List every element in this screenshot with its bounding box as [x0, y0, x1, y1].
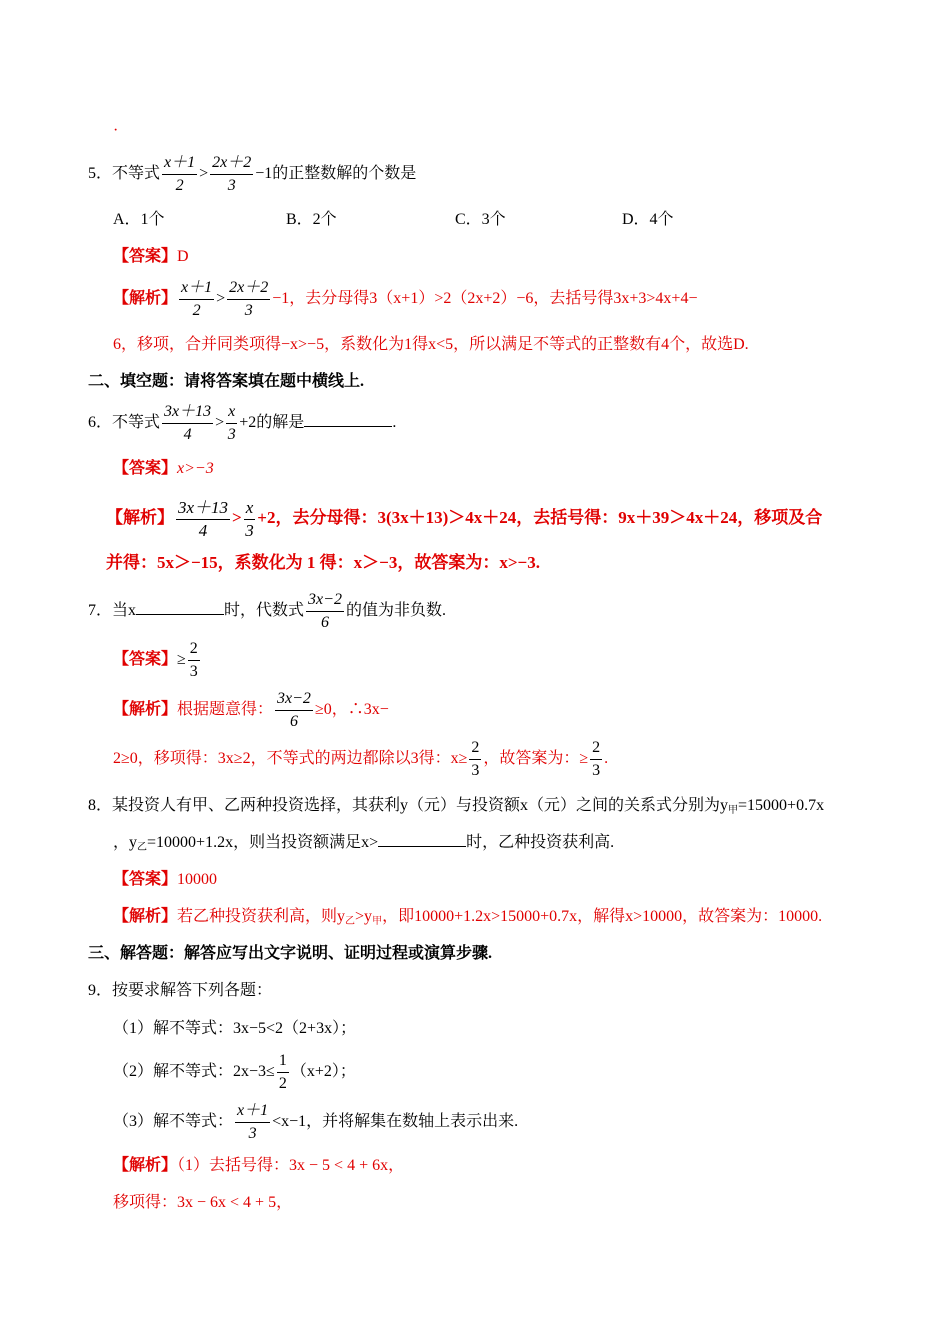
- denominator: 3: [248, 1124, 257, 1142]
- question-text: 时，代数式: [224, 602, 305, 619]
- analysis-6-line1: [106, 496, 822, 541]
- question-text: −1的正整数解的个数是: [255, 165, 417, 182]
- question-text: ，y: [113, 834, 138, 851]
- numerator: x: [226, 402, 237, 424]
- analysis-text: −1，去分母得3（x+1）>2（2x+2）−6，去括号得3x+3>4x+4−: [272, 290, 698, 307]
- analysis-label: 【解析】: [106, 508, 174, 527]
- question-7: [88, 589, 446, 633]
- numerator: x＋1: [162, 153, 197, 175]
- numerator: 3x−2: [306, 590, 344, 612]
- numerator: 3x−2: [275, 689, 313, 711]
- analysis-9-line1: [113, 1155, 404, 1177]
- fraction: [306, 590, 344, 633]
- numerator: 2x＋2: [210, 153, 253, 175]
- answer-5: [113, 246, 189, 268]
- denominator: 3: [471, 761, 480, 779]
- denominator: 3: [244, 301, 253, 319]
- analysis-label: 【解析】: [113, 1157, 178, 1174]
- answer-7: [113, 638, 202, 682]
- analysis-text: +2，去分母得：3(3x＋13)＞4x＋24，去括号得：9x＋39＞4x＋24，移项及合: [257, 508, 823, 527]
- question-text: =15000+0.7x: [738, 797, 825, 814]
- question-number: 8．: [88, 797, 113, 814]
- question-9-part1: （1）解不等式：3x−5<2（2+3x）；: [113, 1020, 357, 1037]
- fraction: [176, 498, 230, 541]
- answer-6: [113, 458, 214, 480]
- question-text: 不等式: [112, 165, 161, 182]
- option-a: A．1个: [113, 211, 165, 228]
- question-number: 7．: [88, 602, 113, 619]
- answer-value: 10000: [177, 871, 218, 888]
- denominator: 6: [289, 712, 298, 730]
- analysis-label: 【解析】: [113, 908, 178, 925]
- operator: >: [215, 414, 225, 431]
- fraction: [210, 153, 253, 196]
- fraction: [277, 1051, 289, 1094]
- question-text: 时，乙种投资获利高.: [466, 834, 615, 851]
- stray-dot: ·: [113, 122, 119, 139]
- denominator: 3: [189, 662, 198, 680]
- question-6: [88, 401, 396, 445]
- fraction: [235, 1101, 270, 1144]
- option-c: C．3个: [455, 211, 506, 228]
- answer-label: 【答案】: [113, 460, 178, 477]
- numerator: 2: [590, 738, 602, 760]
- denominator: 3: [227, 176, 236, 194]
- analysis-text: .: [604, 750, 609, 767]
- answer-value: ≥: [177, 651, 186, 668]
- denominator: 2: [278, 1074, 287, 1092]
- fraction: [162, 153, 197, 196]
- question-text: =10000+1.2x，则当投资额满足x>: [147, 834, 379, 851]
- question-number: 9．: [88, 982, 113, 999]
- question-text: （3）解不等式：: [113, 1113, 234, 1130]
- question-number: 6．: [88, 414, 113, 431]
- analysis-label: 【解析】: [113, 701, 178, 718]
- numerator: 3x＋13: [162, 402, 213, 424]
- numerator: x＋1: [179, 278, 214, 300]
- question-text: （x+2）；: [290, 1063, 356, 1080]
- question-9: [88, 980, 272, 1002]
- fraction: [162, 402, 213, 445]
- question-text: 不等式: [112, 414, 161, 431]
- analysis-6-line2: 并得：5x＞−15，系数化为 1 得：x＞−3，故答案为：x>−3.: [106, 553, 540, 572]
- answer-blank[interactable]: [378, 832, 466, 847]
- analysis-text: 若乙种投资获利高，则y: [177, 908, 346, 925]
- operator: >: [232, 508, 242, 527]
- denominator: 3: [227, 425, 236, 443]
- subscript: 乙: [137, 842, 148, 853]
- answer-label: 【答案】: [113, 651, 178, 668]
- fraction: [275, 689, 313, 732]
- question-text: 当x: [112, 602, 137, 619]
- analysis-text: >y: [355, 908, 373, 925]
- fraction: [244, 498, 256, 541]
- question-text: .: [392, 414, 397, 431]
- numerator: 2x＋2: [227, 278, 270, 300]
- question-8-line1: [88, 795, 824, 822]
- analysis-label: 【解析】: [113, 290, 178, 307]
- denominator: 3: [592, 761, 601, 779]
- analysis-text: 2≥0，移项得：3x≥2，不等式的两边都除以3得：x≥: [113, 750, 468, 767]
- fraction: [469, 738, 481, 781]
- question-text: +2的解是: [239, 414, 305, 431]
- answer-8: [113, 869, 217, 891]
- analysis-7-line2: [113, 737, 608, 781]
- fraction: [227, 278, 270, 321]
- analysis-text: （1）去括号得：3x − 5 < 4 + 6x，: [177, 1157, 405, 1174]
- fraction: [188, 639, 200, 682]
- question-text: （2）解不等式：2x−3≤: [113, 1063, 275, 1080]
- question-8-line2: [113, 832, 614, 859]
- fraction: [226, 402, 237, 445]
- answer-label: 【答案】: [113, 871, 178, 888]
- option-b: B．2个: [286, 211, 337, 228]
- denominator: 4: [183, 425, 192, 443]
- numerator: 2: [469, 738, 481, 760]
- denominator: 3: [245, 520, 254, 540]
- numerator: x＋1: [235, 1101, 270, 1123]
- analysis-7-line1: [113, 688, 389, 732]
- analysis-text: 根据题意得：: [177, 701, 274, 718]
- analysis-9-line2: 移项得：3x − 6x < 4 + 5，: [113, 1194, 293, 1211]
- answer-value: D: [177, 248, 189, 265]
- subscript: 甲: [728, 805, 739, 816]
- answer-blank[interactable]: [304, 412, 392, 427]
- question-5: [88, 152, 416, 196]
- question-text: 的值为非负数.: [345, 602, 446, 619]
- answer-label: 【答案】: [113, 248, 178, 265]
- denominator: 4: [198, 520, 208, 540]
- numerator: 2: [188, 639, 200, 661]
- numerator: x: [244, 498, 256, 520]
- analysis-text: ≥0，∴3x−: [314, 701, 389, 718]
- operator: >: [199, 165, 209, 182]
- subscript: 甲: [372, 916, 383, 927]
- subscript: 乙: [345, 916, 356, 927]
- analysis-8: [113, 906, 822, 933]
- analysis-text: ，故答案为：≥: [483, 750, 589, 767]
- question-9-part2: [113, 1050, 356, 1094]
- question-text: 按要求解答下列各题：: [112, 982, 273, 999]
- section-2-heading: 二、填空题：请将答案填在题中横线上.: [88, 373, 365, 390]
- fraction: [590, 738, 602, 781]
- analysis-5-line1: 【解析】 $\frac{x+1}{2}$ > $\frac{2x+2}{3}$ −1，去分母得3（x+1）>2（2x+2）−6，去括号得3x+3>4x+4−: [113, 278, 698, 319]
- question-number: 5．: [88, 165, 113, 182]
- analysis-text: ，即10000+1.2x>15000+0.7x，解得x>10000，故答案为：10000.: [382, 908, 823, 925]
- question-9-part3: [113, 1100, 518, 1144]
- analysis-5-line2: 6，移项，合并同类项得−x>−5，系数化为1得x<5，所以满足不等式的正整数有4个，故选D.: [113, 336, 749, 353]
- fraction: [179, 278, 214, 321]
- question-text: <x−1，并将解集在数轴上表示出来.: [272, 1113, 519, 1130]
- section-3-heading: 三、解答题：解答应写出文字说明、证明过程或演算步骤.: [88, 945, 493, 962]
- numerator: 1: [277, 1051, 289, 1073]
- numerator: 3x＋13: [176, 498, 230, 520]
- option-d: D．4个: [622, 211, 674, 228]
- answer-blank[interactable]: [136, 600, 224, 615]
- denominator: 6: [321, 613, 329, 631]
- denominator: 2: [192, 301, 201, 319]
- answer-value: x>−3: [177, 460, 214, 477]
- question-text: 某投资人有甲、乙两种投资选择，其获利y（元）与投资额x（元）之间的关系式分别为y: [112, 797, 729, 814]
- denominator: 2: [175, 176, 184, 194]
